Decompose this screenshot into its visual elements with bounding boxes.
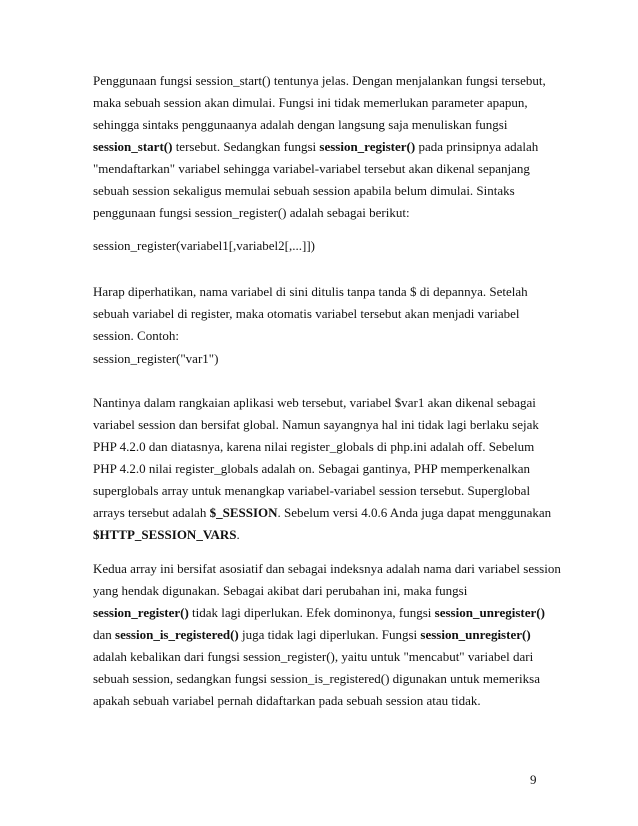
text-line: [93, 114, 553, 136]
text-segment: sebuah session, sedangkan fungsi session_is_registered() digunakan untuk memeriksa: [93, 671, 540, 686]
text-segment: pada prinsipnya adalah: [415, 139, 539, 154]
bold-code-term: session_start(): [93, 139, 173, 154]
text-segment: Penggunaan fungsi session_start() tentunya jelas. Dengan menjalankan fungsi tersebut,: [93, 73, 546, 88]
text-segment: "mendaftarkan" variabel sehingga variabel-variabel tersebut akan dikenal sepanjang: [93, 161, 530, 176]
text-line: [93, 348, 553, 370]
text-line: [93, 303, 553, 325]
text-segment: sebuah variabel di register, maka otomatis variabel tersebut akan menjadi variabel: [93, 306, 520, 321]
text-line: [93, 436, 553, 458]
text-line: [93, 668, 553, 690]
paragraph: [93, 70, 553, 224]
text-line: [93, 602, 553, 624]
text-line: [93, 624, 553, 646]
text-segment: session_register("var1"): [93, 351, 219, 366]
text-segment: .: [236, 527, 240, 542]
text-line: [93, 70, 553, 92]
text-line: [93, 158, 553, 180]
text-segment: yang hendak digunakan. Sebagai akibat dari perubahan ini, maka fungsi: [93, 583, 468, 598]
bold-code-term: $_SESSION: [209, 505, 278, 520]
bold-code-term: session_register(): [93, 605, 189, 620]
text-segment: adalah kebalikan dari fungsi session_register(), yaitu untuk "mencabut" variabel dari: [93, 649, 534, 664]
text-line: [93, 580, 553, 602]
text-segment: session_register(variabel1[,variabel2[,...]]): [93, 238, 315, 253]
text-segment: variabel session dan bersifat global. Namun sayangnya hal ini tidak lagi berlaku sejak: [93, 417, 539, 432]
text-segment: Harap diperhatikan, nama variabel di sini ditulis tanpa tanda $ di depannya. Setelah: [93, 284, 528, 299]
text-line: [93, 235, 553, 257]
page-number: 9: [530, 772, 537, 787]
text-segment: PHP 4.2.0 nilai register_globals adalah on. Sebagai gantinya, PHP memperkenalkan: [93, 461, 530, 476]
text-line: [93, 92, 553, 114]
text-line: [93, 480, 553, 502]
text-line: [93, 414, 553, 436]
text-line: [93, 202, 553, 224]
text-line: [93, 392, 553, 414]
paragraph: [93, 558, 561, 712]
paragraph: [93, 348, 553, 370]
text-line: [93, 646, 553, 668]
bold-code-term: $HTTP_SESSION_VARS: [93, 527, 237, 542]
text-segment: superglobals array untuk menangkap variabel-variabel session tersebut. Superglobal: [93, 483, 531, 498]
bold-code-term: session_is_registered(): [115, 627, 239, 642]
text-line: [93, 281, 553, 303]
text-line: [93, 325, 553, 347]
text-line: [93, 136, 553, 158]
bold-code-term: session_register(): [319, 139, 416, 154]
text-line: [93, 502, 553, 524]
text-segment: apakah sebuah variabel pernah didaftarkan pada sebuah session atau tidak.: [93, 693, 481, 708]
text-segment: penggunaan fungsi session_register() adalah sebagai berikut:: [93, 205, 410, 220]
text-segment: arrays tersebut adalah: [93, 505, 210, 520]
text-segment: tidak lagi diperlukan. Efek dominonya, fungsi: [188, 605, 435, 620]
text-line: [93, 524, 553, 546]
bold-code-term: session_unregister(): [420, 627, 531, 642]
text-segment: juga tidak lagi diperlukan. Fungsi: [238, 627, 421, 642]
paragraph: [93, 281, 553, 347]
text-line: [93, 458, 553, 480]
text-segment: . Sebelum versi 4.0.6 Anda juga dapat menggunakan: [277, 505, 552, 520]
text-segment: Nantinya dalam rangkaian aplikasi web tersebut, variabel $var1 akan dikenal sebagai: [93, 395, 536, 410]
text-line: [93, 180, 553, 202]
text-segment: sehingga sintaks penggunaanya adalah dengan langsung saja menuliskan fungsi: [93, 117, 508, 132]
text-segment: session. Contoh:: [93, 328, 179, 343]
paragraph: [93, 235, 553, 257]
text-segment: Kedua array ini bersifat asosiatif dan sebagai indeksnya adalah nama dari variabel session: [93, 561, 561, 576]
text-line: [93, 690, 553, 712]
text-line: [93, 558, 561, 580]
text-segment: PHP 4.2.0 dan diatasnya, karena nilai register_globals di php.ini adalah off. Sebelum: [93, 439, 535, 454]
text-segment: sebuah session sekaligus memulai sebuah session apabila belum dimulai. Sintaks: [93, 183, 515, 198]
bold-code-term: session_unregister(): [434, 605, 545, 620]
text-segment: tersebut. Sedangkan fungsi: [172, 139, 320, 154]
text-segment: maka sebuah session akan dimulai. Fungsi ini tidak memerlukan parameter apapun,: [93, 95, 528, 110]
text-segment: dan: [93, 627, 116, 642]
paragraph: [93, 392, 553, 546]
